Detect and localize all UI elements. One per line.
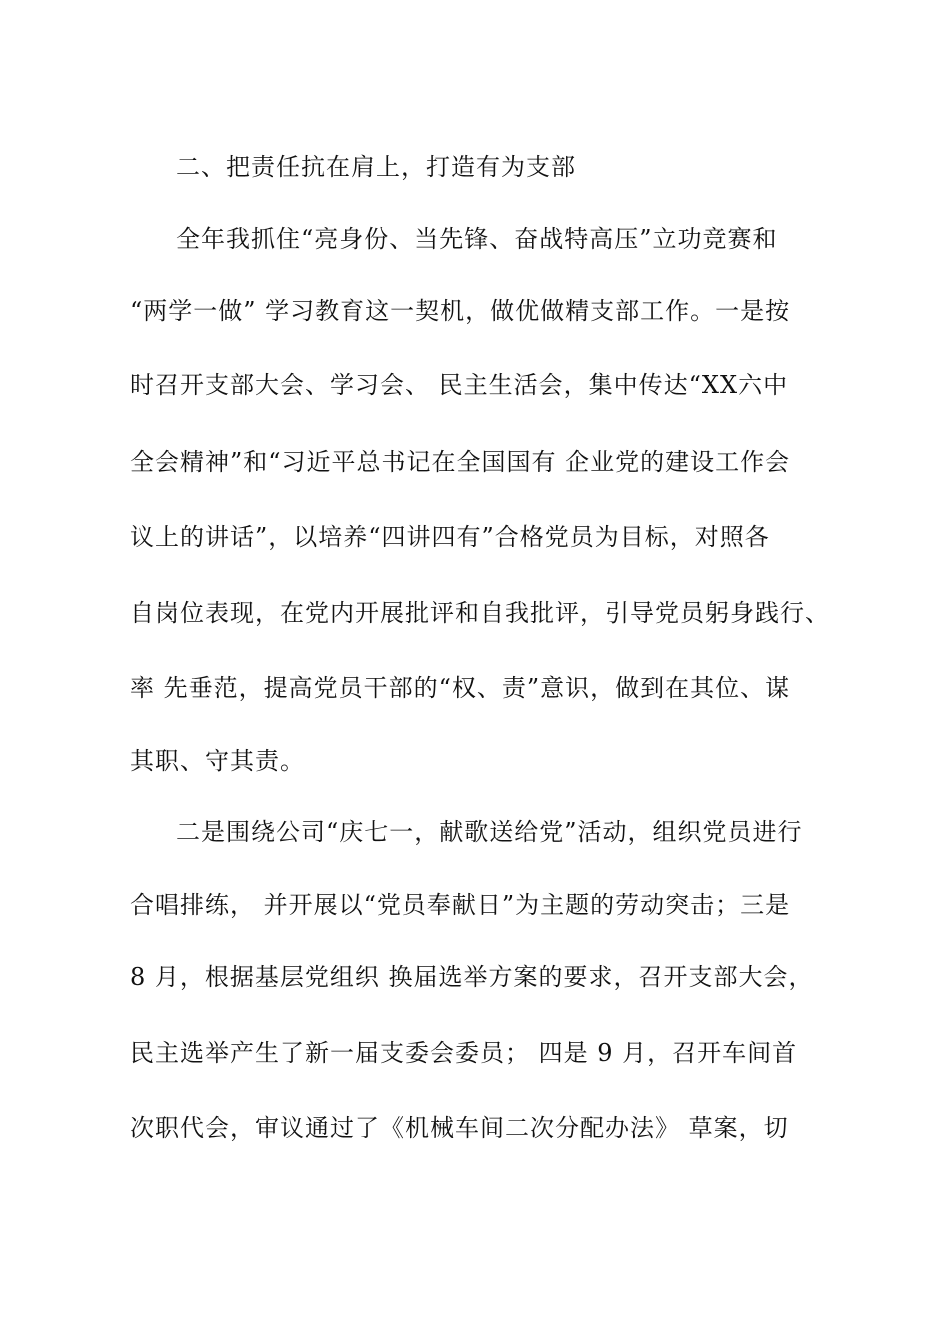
section-heading: 二、把责任抗在肩上，打造有为支部: [176, 153, 576, 181]
paragraph-line: 自岗位表现，在党内开展批评和自我批评，引导党员躬身践行、: [130, 599, 830, 627]
paragraph-line: 民主选举产生了新一届支委会委员； 四是 9 月，召开车间首: [130, 1039, 798, 1067]
paragraph-line: 全会精神”和“习近平总书记在全国国有 企业党的建设工作会: [130, 448, 791, 476]
paragraph-line: 全年我抓住“亮身份、当先锋、奋战特高压”立功竞赛和: [176, 225, 778, 253]
paragraph-line: 合唱排练， 并开展以“党员奉献日”为主题的劳动突击；三是: [130, 891, 791, 919]
paragraph-line: 率 先垂范，提高党员干部的“权、责”意识，做到在其位、谋: [130, 674, 791, 702]
paragraph-line: 次职代会，审议通过了《机械车间二次分配办法》 草案，切: [130, 1114, 789, 1142]
paragraph-line: “两学一做” 学习教育这一契机，做优做精支部工作。一是按: [130, 297, 791, 325]
paragraph-line: 时召开支部大会、学习会、 民主生活会，集中传达“XX六中: [130, 371, 789, 399]
paragraph-line: 其职、守其责。: [130, 747, 305, 775]
paragraph-line: 议上的讲话”，以培养“四讲四有”合格党员为目标，对照各: [130, 523, 770, 551]
paragraph-line: 二是围绕公司“庆七一，献歌送给党”活动，组织党员进行: [176, 818, 803, 846]
paragraph-line: 8 月，根据基层党组织 换届选举方案的要求，召开支部大会，: [130, 963, 814, 991]
